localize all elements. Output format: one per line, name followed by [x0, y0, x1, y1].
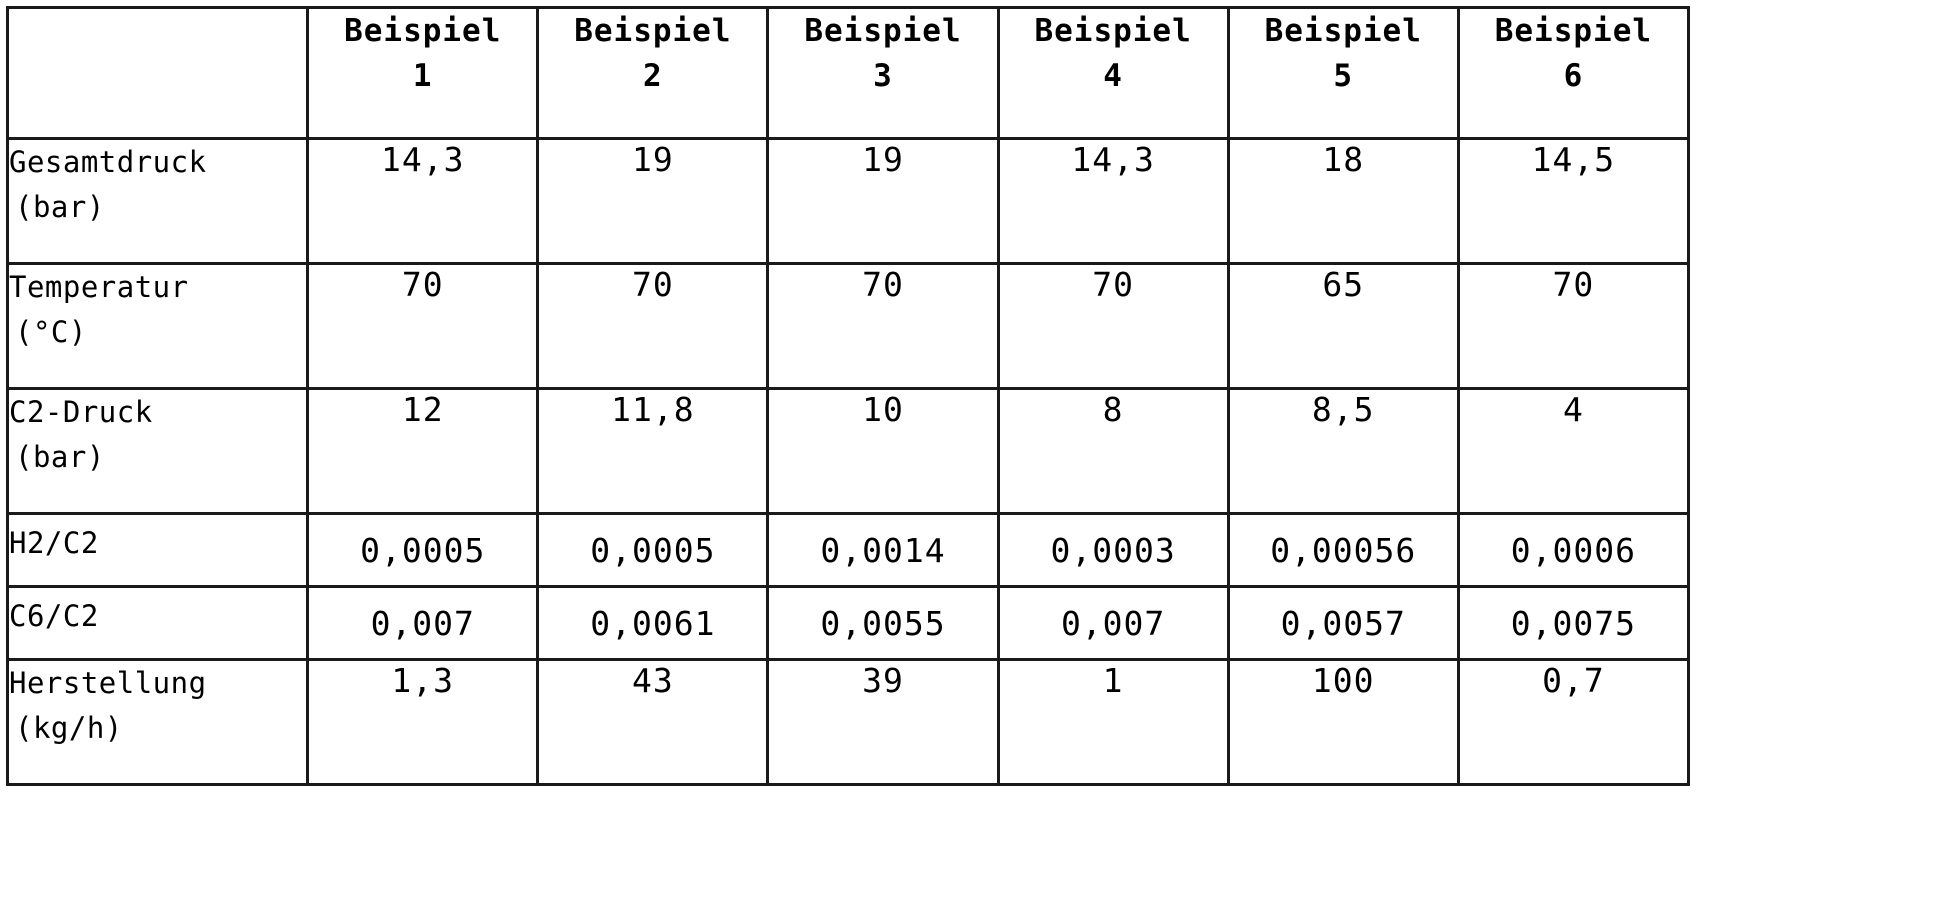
table-row: [8, 514, 1689, 587]
cell-c6c2-3: 0,0055: [768, 587, 998, 660]
column-header-6-line1: Beispiel: [1494, 13, 1653, 49]
column-header-6-line2: 6: [1563, 57, 1584, 94]
table-row: [8, 389, 1689, 514]
column-header-4-line2: 4: [1103, 57, 1123, 94]
column-header-3: [768, 8, 998, 139]
cell-c6c2-1: 0,007: [308, 587, 538, 660]
cell-gesamtdruck-5: 18: [1228, 139, 1458, 264]
column-header-1-line1: Beispiel: [344, 13, 502, 49]
cell-herstellung-2: 43: [538, 660, 768, 785]
row-label-line1: Temperatur: [9, 270, 189, 304]
cell-herstellung-5: 100: [1228, 660, 1458, 785]
column-header-2: [538, 8, 768, 139]
column-header-4: [998, 8, 1228, 139]
column-header-1-line2: 1: [412, 57, 433, 94]
examples-table: [6, 6, 1690, 786]
cell-c2druck-3: 10: [768, 389, 998, 514]
row-label-line2: (°C): [15, 314, 87, 349]
table-corner-cell: [8, 8, 308, 139]
cell-herstellung-4: 1: [998, 660, 1228, 785]
cell-gesamtdruck-1: 14,3: [308, 139, 538, 264]
cell-c2druck-4: 8: [998, 389, 1228, 514]
cell-c6c2-5: 0,0057: [1228, 587, 1458, 660]
cell-h2c2-1: 0,0005: [308, 514, 538, 587]
cell-h2c2-5: 0,00056: [1228, 514, 1458, 587]
row-label-c6-c2: [8, 587, 308, 660]
cell-temperatur-1: 70: [308, 264, 538, 389]
column-header-5-line1: Beispiel: [1264, 13, 1422, 49]
cell-herstellung-1: 1,3: [308, 660, 538, 785]
cell-gesamtdruck-3: 19: [768, 139, 998, 264]
cell-temperatur-5: 65: [1228, 264, 1458, 389]
cell-gesamtdruck-4: 14,3: [998, 139, 1228, 264]
row-label-temperatur: [8, 264, 308, 389]
cell-gesamtdruck-6: 14,5: [1458, 139, 1688, 264]
cell-temperatur-6: 70: [1458, 264, 1688, 389]
table-row: [8, 139, 1689, 264]
column-header-5: [1228, 8, 1458, 139]
cell-h2c2-2: 0,0005: [538, 514, 768, 587]
cell-herstellung-3: 39: [768, 660, 998, 785]
row-label-line1: Gesamtdruck: [9, 145, 207, 179]
cell-gesamtdruck-2: 19: [538, 139, 768, 264]
row-label-line1: Herstellung: [9, 666, 207, 700]
column-header-3-line1: Beispiel: [804, 13, 962, 49]
table-row: [8, 264, 1689, 389]
table-row: [8, 660, 1689, 785]
cell-c2druck-6: 4: [1458, 389, 1688, 514]
table-header-row: [8, 8, 1689, 139]
column-header-3-line2: 3: [873, 57, 893, 94]
cell-temperatur-2: 70: [538, 264, 768, 389]
table-row: [8, 587, 1689, 660]
cell-temperatur-3: 70: [768, 264, 998, 389]
cell-c2druck-1: 12: [308, 389, 538, 514]
row-label-h2-c2: [8, 514, 308, 587]
column-header-5-line2: 5: [1333, 57, 1354, 94]
cell-h2c2-3: 0,0014: [768, 514, 998, 587]
cell-temperatur-4: 70: [998, 264, 1228, 389]
column-header-1: [308, 8, 538, 139]
column-header-2-line1: Beispiel: [574, 13, 732, 49]
cell-h2c2-6: 0,0006: [1458, 514, 1688, 587]
row-label-line2: (bar): [15, 439, 105, 474]
row-label-herstellung: [8, 660, 308, 785]
row-label-line1: C2-Druck: [9, 395, 153, 429]
row-label-line2: (bar): [15, 189, 105, 224]
row-label-c2-druck: [8, 389, 308, 514]
column-header-2-line2: 2: [643, 57, 663, 94]
table-container: [6, 6, 1690, 786]
row-label-line2: (kg/h): [15, 710, 123, 745]
row-label-line1: H2/C2: [9, 526, 99, 560]
cell-c6c2-2: 0,0061: [538, 587, 768, 660]
row-label-gesamtdruck: [8, 139, 308, 264]
cell-c2druck-5: 8,5: [1228, 389, 1458, 514]
cell-c2druck-2: 11,8: [538, 389, 768, 514]
column-header-6: [1458, 8, 1688, 139]
column-header-4-line1: Beispiel: [1034, 13, 1192, 49]
cell-herstellung-6: 0,7: [1458, 660, 1688, 785]
row-label-line1: C6/C2: [9, 599, 99, 633]
cell-c6c2-6: 0,0075: [1458, 587, 1688, 660]
cell-c6c2-4: 0,007: [998, 587, 1228, 660]
cell-h2c2-4: 0,0003: [998, 514, 1228, 587]
